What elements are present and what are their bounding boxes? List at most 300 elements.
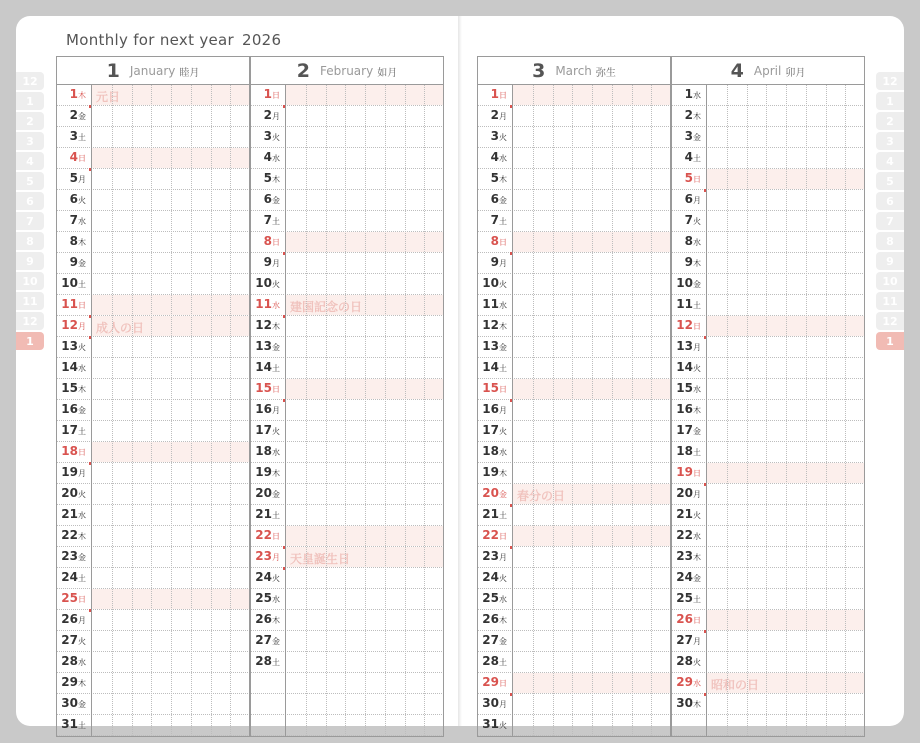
day-number: 6 bbox=[263, 192, 272, 206]
month-tab[interactable]: 6 bbox=[876, 192, 904, 210]
weekday-label: 土 bbox=[693, 448, 701, 457]
weekday-label: 日 bbox=[499, 679, 507, 688]
day-row[interactable] bbox=[56, 295, 250, 316]
day-number: 2 bbox=[490, 108, 499, 122]
day-number: 26 bbox=[61, 612, 78, 626]
weekday-label: 月 bbox=[499, 259, 507, 268]
day-row[interactable] bbox=[477, 463, 671, 484]
day-row[interactable] bbox=[56, 631, 250, 652]
weekday-label: 火 bbox=[499, 574, 507, 583]
weekday-label: 木 bbox=[499, 175, 507, 184]
day-row[interactable] bbox=[56, 526, 250, 547]
day-number: 27 bbox=[482, 633, 499, 647]
day-row[interactable] bbox=[477, 526, 671, 547]
day-number: 7 bbox=[684, 213, 693, 227]
day-number: 20 bbox=[61, 486, 78, 500]
day-row[interactable] bbox=[250, 631, 444, 652]
page-title bbox=[66, 31, 281, 49]
day-number: 14 bbox=[61, 360, 78, 374]
day-row[interactable] bbox=[477, 337, 671, 358]
holiday-highlight bbox=[91, 589, 250, 609]
weekday-label: 土 bbox=[78, 574, 86, 583]
day-row[interactable] bbox=[56, 715, 250, 736]
day-row[interactable] bbox=[250, 526, 444, 547]
weekday-label: 木 bbox=[693, 112, 701, 121]
day-number: 23 bbox=[255, 549, 272, 563]
day-row[interactable] bbox=[56, 442, 250, 463]
day-row[interactable] bbox=[477, 505, 671, 526]
weekday-label: 火 bbox=[272, 427, 280, 436]
day-row[interactable] bbox=[477, 673, 671, 694]
day-row[interactable] bbox=[477, 568, 671, 589]
day-number: 13 bbox=[255, 339, 272, 353]
weekday-label: 木 bbox=[499, 322, 507, 331]
day-number: 22 bbox=[482, 528, 499, 542]
day-row[interactable] bbox=[671, 589, 865, 610]
day-row[interactable] bbox=[477, 274, 671, 295]
month-index-tabs-left bbox=[16, 72, 44, 352]
month-tab[interactable]: 5 bbox=[876, 172, 904, 190]
weekday-label: 金 bbox=[693, 427, 701, 436]
weekday-label: 日 bbox=[499, 91, 507, 100]
day-row[interactable] bbox=[671, 379, 865, 400]
day-number: 6 bbox=[490, 192, 499, 206]
day-row[interactable] bbox=[671, 610, 865, 631]
day-row[interactable] bbox=[56, 169, 250, 190]
weekday-label: 月 bbox=[78, 175, 86, 184]
day-row[interactable] bbox=[671, 85, 865, 106]
day-row[interactable] bbox=[477, 253, 671, 274]
day-number: 13 bbox=[61, 339, 78, 353]
weekday-label: 日 bbox=[78, 595, 86, 604]
day-number: 18 bbox=[61, 444, 78, 458]
weekday-label: 木 bbox=[272, 175, 280, 184]
day-row[interactable] bbox=[671, 484, 865, 505]
month-tab[interactable]: 12 bbox=[16, 312, 44, 330]
day-number: 5 bbox=[490, 171, 499, 185]
month-tab[interactable]: 3 bbox=[16, 132, 44, 150]
day-number: 18 bbox=[255, 444, 272, 458]
day-row[interactable] bbox=[671, 442, 865, 463]
weekday-label: 月 bbox=[693, 637, 701, 646]
day-number: 8 bbox=[684, 234, 693, 248]
weekday-label: 月 bbox=[693, 196, 701, 205]
day-row[interactable] bbox=[250, 568, 444, 589]
day-row[interactable] bbox=[56, 337, 250, 358]
weekday-label: 土 bbox=[499, 217, 507, 226]
day-number: 6 bbox=[684, 192, 693, 206]
day-row[interactable] bbox=[250, 337, 444, 358]
day-number: 5 bbox=[263, 171, 272, 185]
day-row[interactable] bbox=[56, 274, 250, 295]
day-row[interactable] bbox=[250, 547, 444, 568]
month-column-march bbox=[477, 56, 671, 731]
day-row[interactable] bbox=[477, 484, 671, 505]
day-row[interactable] bbox=[56, 568, 250, 589]
day-row[interactable] bbox=[671, 337, 865, 358]
day-row[interactable] bbox=[671, 400, 865, 421]
day-row[interactable] bbox=[671, 316, 865, 337]
weekday-label: 月 bbox=[78, 616, 86, 625]
weekday-label: 火 bbox=[693, 364, 701, 373]
month-tab[interactable]: 11 bbox=[16, 292, 44, 310]
month-tab[interactable]: 6 bbox=[16, 192, 44, 210]
holiday-highlight bbox=[285, 85, 444, 105]
weekday-label: 火 bbox=[693, 217, 701, 226]
month-tab[interactable]: 4 bbox=[16, 152, 44, 170]
month-number: 2 bbox=[296, 60, 311, 82]
day-row[interactable] bbox=[56, 358, 250, 379]
day-row[interactable] bbox=[671, 526, 865, 547]
weekday-label: 金 bbox=[499, 196, 507, 205]
month-tab[interactable]: 2 bbox=[876, 112, 904, 130]
day-row[interactable] bbox=[477, 421, 671, 442]
day-rows bbox=[250, 85, 444, 736]
day-row[interactable] bbox=[56, 127, 250, 148]
day-rows bbox=[56, 85, 250, 736]
day-row[interactable] bbox=[477, 610, 671, 631]
month-header bbox=[671, 56, 865, 85]
title-label: Monthly for next year bbox=[66, 31, 234, 49]
weekday-label: 水 bbox=[499, 448, 507, 457]
day-row[interactable] bbox=[250, 316, 444, 337]
day-number: 7 bbox=[263, 213, 272, 227]
day-number: 27 bbox=[255, 633, 272, 647]
day-number: 27 bbox=[61, 633, 78, 647]
day-number: 10 bbox=[61, 276, 78, 290]
month-name-jp: 如月 bbox=[377, 67, 398, 79]
day-number: 21 bbox=[676, 507, 693, 521]
month-tab[interactable]: 2 bbox=[16, 112, 44, 130]
day-row[interactable] bbox=[477, 316, 671, 337]
weekday-label: 日 bbox=[78, 448, 86, 457]
weekday-label: 金 bbox=[693, 280, 701, 289]
day-number: 1 bbox=[490, 87, 499, 101]
day-number: 2 bbox=[684, 108, 693, 122]
weekday-label: 土 bbox=[693, 154, 701, 163]
day-row[interactable] bbox=[56, 421, 250, 442]
weekday-label: 水 bbox=[272, 154, 280, 163]
day-row[interactable] bbox=[250, 694, 444, 715]
day-row[interactable] bbox=[477, 295, 671, 316]
day-number: 22 bbox=[255, 528, 272, 542]
day-number: 8 bbox=[263, 234, 272, 248]
weekday-label: 月 bbox=[78, 469, 86, 478]
day-row[interactable] bbox=[671, 295, 865, 316]
day-row[interactable] bbox=[56, 190, 250, 211]
weekday-label: 土 bbox=[78, 280, 86, 289]
day-number: 28 bbox=[61, 654, 78, 668]
day-row[interactable] bbox=[671, 715, 865, 736]
day-row[interactable] bbox=[56, 673, 250, 694]
day-row[interactable] bbox=[671, 232, 865, 253]
day-number: 14 bbox=[482, 360, 499, 374]
day-row[interactable] bbox=[477, 169, 671, 190]
holiday-highlight bbox=[91, 442, 250, 462]
day-number: 21 bbox=[61, 507, 78, 521]
month-tab[interactable]: 3 bbox=[876, 132, 904, 150]
weekday-label: 水 bbox=[272, 595, 280, 604]
day-number: 30 bbox=[61, 696, 78, 710]
holiday-highlight bbox=[512, 232, 671, 252]
month-tab[interactable]: 12 bbox=[16, 72, 44, 90]
day-number: 10 bbox=[482, 276, 499, 290]
day-row[interactable] bbox=[477, 400, 671, 421]
day-row[interactable] bbox=[56, 694, 250, 715]
weekday-label: 水 bbox=[693, 91, 701, 100]
month-tab[interactable]: 1 bbox=[16, 92, 44, 110]
day-number: 14 bbox=[676, 360, 693, 374]
day-row[interactable] bbox=[56, 316, 250, 337]
month-name-en: April bbox=[753, 64, 782, 78]
day-row[interactable] bbox=[671, 568, 865, 589]
weekday-label: 日 bbox=[78, 301, 86, 310]
month-tab[interactable]: 10 bbox=[16, 272, 44, 290]
day-row[interactable] bbox=[477, 547, 671, 568]
weekday-label: 土 bbox=[499, 511, 507, 520]
day-row[interactable] bbox=[56, 463, 250, 484]
day-row[interactable] bbox=[250, 400, 444, 421]
day-row[interactable] bbox=[250, 463, 444, 484]
day-number: 19 bbox=[61, 465, 78, 479]
day-row[interactable] bbox=[250, 148, 444, 169]
day-number: 30 bbox=[482, 696, 499, 710]
day-row[interactable] bbox=[250, 610, 444, 631]
day-row[interactable] bbox=[250, 442, 444, 463]
day-row[interactable] bbox=[477, 715, 671, 736]
day-row[interactable] bbox=[671, 127, 865, 148]
day-row[interactable] bbox=[250, 358, 444, 379]
holiday-highlight bbox=[512, 526, 671, 546]
day-row[interactable] bbox=[477, 694, 671, 715]
day-number: 18 bbox=[676, 444, 693, 458]
day-row[interactable] bbox=[477, 589, 671, 610]
weekday-label: 金 bbox=[693, 133, 701, 142]
day-row[interactable] bbox=[671, 211, 865, 232]
day-row[interactable] bbox=[56, 400, 250, 421]
month-tab[interactable]: 5 bbox=[16, 172, 44, 190]
day-row[interactable] bbox=[56, 106, 250, 127]
day-row[interactable] bbox=[477, 148, 671, 169]
day-number: 24 bbox=[482, 570, 499, 584]
day-row[interactable] bbox=[477, 631, 671, 652]
day-number: 3 bbox=[69, 129, 78, 143]
day-row[interactable] bbox=[56, 547, 250, 568]
day-row[interactable] bbox=[250, 127, 444, 148]
day-number: 9 bbox=[684, 255, 693, 269]
weekday-label: 日 bbox=[272, 91, 280, 100]
weekday-label: 金 bbox=[272, 490, 280, 499]
month-tab[interactable]: 8 bbox=[876, 232, 904, 250]
weekday-label: 水 bbox=[499, 154, 507, 163]
month-tab[interactable]: 12 bbox=[876, 312, 904, 330]
day-row[interactable] bbox=[671, 547, 865, 568]
day-number: 17 bbox=[482, 423, 499, 437]
day-row[interactable] bbox=[477, 85, 671, 106]
day-number: 6 bbox=[69, 192, 78, 206]
weekday-label: 火 bbox=[272, 133, 280, 142]
weekday-label: 土 bbox=[693, 301, 701, 310]
day-row[interactable] bbox=[671, 631, 865, 652]
day-row[interactable] bbox=[250, 253, 444, 274]
day-row[interactable] bbox=[477, 379, 671, 400]
day-row[interactable] bbox=[477, 442, 671, 463]
day-row[interactable] bbox=[250, 169, 444, 190]
weekday-label: 水 bbox=[693, 385, 701, 394]
day-row[interactable] bbox=[477, 358, 671, 379]
day-row[interactable] bbox=[56, 85, 250, 106]
day-number: 25 bbox=[482, 591, 499, 605]
day-row[interactable] bbox=[250, 85, 444, 106]
day-row[interactable] bbox=[477, 127, 671, 148]
day-row[interactable] bbox=[56, 589, 250, 610]
day-number: 15 bbox=[482, 381, 499, 395]
month-tab[interactable]: 10 bbox=[876, 272, 904, 290]
day-number: 20 bbox=[676, 486, 693, 500]
day-row[interactable] bbox=[671, 106, 865, 127]
day-row[interactable] bbox=[671, 358, 865, 379]
day-number: 7 bbox=[490, 213, 499, 227]
day-row[interactable] bbox=[250, 211, 444, 232]
day-row[interactable] bbox=[671, 505, 865, 526]
weekday-label: 水 bbox=[693, 532, 701, 541]
day-row[interactable] bbox=[56, 484, 250, 505]
weekday-label: 月 bbox=[272, 259, 280, 268]
day-row[interactable] bbox=[671, 253, 865, 274]
weekday-label: 木 bbox=[78, 91, 86, 100]
day-row[interactable] bbox=[250, 673, 444, 694]
day-row[interactable] bbox=[250, 190, 444, 211]
day-row[interactable] bbox=[250, 106, 444, 127]
day-row[interactable] bbox=[671, 694, 865, 715]
holiday-highlight bbox=[285, 232, 444, 252]
weekday-label: 金 bbox=[78, 700, 86, 709]
weekday-label: 木 bbox=[78, 238, 86, 247]
weekday-label: 日 bbox=[499, 385, 507, 394]
day-row[interactable] bbox=[671, 190, 865, 211]
weekday-label: 金 bbox=[78, 406, 86, 415]
holiday-name: 天皇誕生日 bbox=[290, 552, 351, 566]
day-row[interactable] bbox=[56, 610, 250, 631]
weekday-label: 金 bbox=[78, 259, 86, 268]
month-tab[interactable]: 1 bbox=[16, 332, 44, 350]
day-row[interactable] bbox=[250, 505, 444, 526]
day-number: 2 bbox=[69, 108, 78, 122]
day-row[interactable] bbox=[671, 673, 865, 694]
month-tab[interactable]: 9 bbox=[16, 252, 44, 270]
day-row[interactable] bbox=[250, 652, 444, 673]
day-row[interactable] bbox=[477, 106, 671, 127]
day-row[interactable] bbox=[671, 169, 865, 190]
day-number: 3 bbox=[684, 129, 693, 143]
day-number: 15 bbox=[255, 381, 272, 395]
weekday-label: 金 bbox=[272, 343, 280, 352]
month-tab[interactable]: 4 bbox=[876, 152, 904, 170]
day-row[interactable] bbox=[671, 421, 865, 442]
day-number: 12 bbox=[255, 318, 272, 332]
weekday-label: 水 bbox=[78, 217, 86, 226]
month-header bbox=[250, 56, 444, 85]
weekday-label: 土 bbox=[272, 658, 280, 667]
day-row[interactable] bbox=[477, 232, 671, 253]
day-number: 3 bbox=[490, 129, 499, 143]
day-row[interactable] bbox=[56, 232, 250, 253]
day-number: 11 bbox=[482, 297, 499, 311]
day-number: 16 bbox=[482, 402, 499, 416]
day-row[interactable] bbox=[250, 379, 444, 400]
day-number: 26 bbox=[482, 612, 499, 626]
day-number: 31 bbox=[482, 717, 499, 731]
day-row[interactable] bbox=[250, 232, 444, 253]
day-number: 13 bbox=[482, 339, 499, 353]
day-row[interactable] bbox=[56, 253, 250, 274]
weekday-label: 日 bbox=[499, 238, 507, 247]
weekday-label: 火 bbox=[78, 637, 86, 646]
weekday-label: 木 bbox=[693, 406, 701, 415]
day-row[interactable] bbox=[56, 505, 250, 526]
month-tab[interactable]: 9 bbox=[876, 252, 904, 270]
day-row[interactable] bbox=[477, 190, 671, 211]
day-number: 25 bbox=[255, 591, 272, 605]
month-tab[interactable]: 8 bbox=[16, 232, 44, 250]
month-name-jp: 弥生 bbox=[595, 67, 616, 79]
day-rows bbox=[671, 85, 865, 736]
day-number: 22 bbox=[61, 528, 78, 542]
day-row[interactable] bbox=[671, 652, 865, 673]
day-number: 9 bbox=[490, 255, 499, 269]
day-number: 1 bbox=[69, 87, 78, 101]
day-row[interactable] bbox=[56, 652, 250, 673]
weekday-label: 木 bbox=[78, 679, 86, 688]
day-row[interactable] bbox=[250, 421, 444, 442]
day-number: 29 bbox=[61, 675, 78, 689]
day-number: 4 bbox=[263, 150, 272, 164]
weekday-label: 日 bbox=[693, 322, 701, 331]
day-row[interactable] bbox=[56, 148, 250, 169]
day-number: 31 bbox=[61, 717, 78, 731]
month-tab[interactable]: 7 bbox=[876, 212, 904, 230]
day-row[interactable] bbox=[250, 715, 444, 736]
day-row[interactable] bbox=[56, 211, 250, 232]
day-row[interactable] bbox=[671, 274, 865, 295]
day-row[interactable] bbox=[671, 463, 865, 484]
weekday-label: 火 bbox=[499, 427, 507, 436]
month-tab[interactable]: 12 bbox=[876, 72, 904, 90]
day-number: 16 bbox=[676, 402, 693, 416]
holiday-highlight bbox=[512, 85, 671, 105]
month-tab[interactable]: 11 bbox=[876, 292, 904, 310]
holiday-highlight bbox=[91, 148, 250, 168]
month-tab[interactable]: 1 bbox=[876, 332, 904, 350]
weekday-label: 木 bbox=[499, 469, 507, 478]
day-row[interactable] bbox=[477, 652, 671, 673]
day-row[interactable] bbox=[250, 589, 444, 610]
day-row[interactable] bbox=[250, 295, 444, 316]
day-row[interactable] bbox=[477, 211, 671, 232]
day-row[interactable] bbox=[671, 148, 865, 169]
weekday-label: 金 bbox=[272, 637, 280, 646]
weekday-label: 日 bbox=[272, 532, 280, 541]
day-row[interactable] bbox=[250, 484, 444, 505]
day-row[interactable] bbox=[250, 274, 444, 295]
day-number: 30 bbox=[676, 696, 693, 710]
day-row[interactable] bbox=[56, 379, 250, 400]
day-number: 12 bbox=[676, 318, 693, 332]
month-tab[interactable]: 7 bbox=[16, 212, 44, 230]
weekday-label: 木 bbox=[272, 469, 280, 478]
month-tab[interactable]: 1 bbox=[876, 92, 904, 110]
day-number: 22 bbox=[676, 528, 693, 542]
